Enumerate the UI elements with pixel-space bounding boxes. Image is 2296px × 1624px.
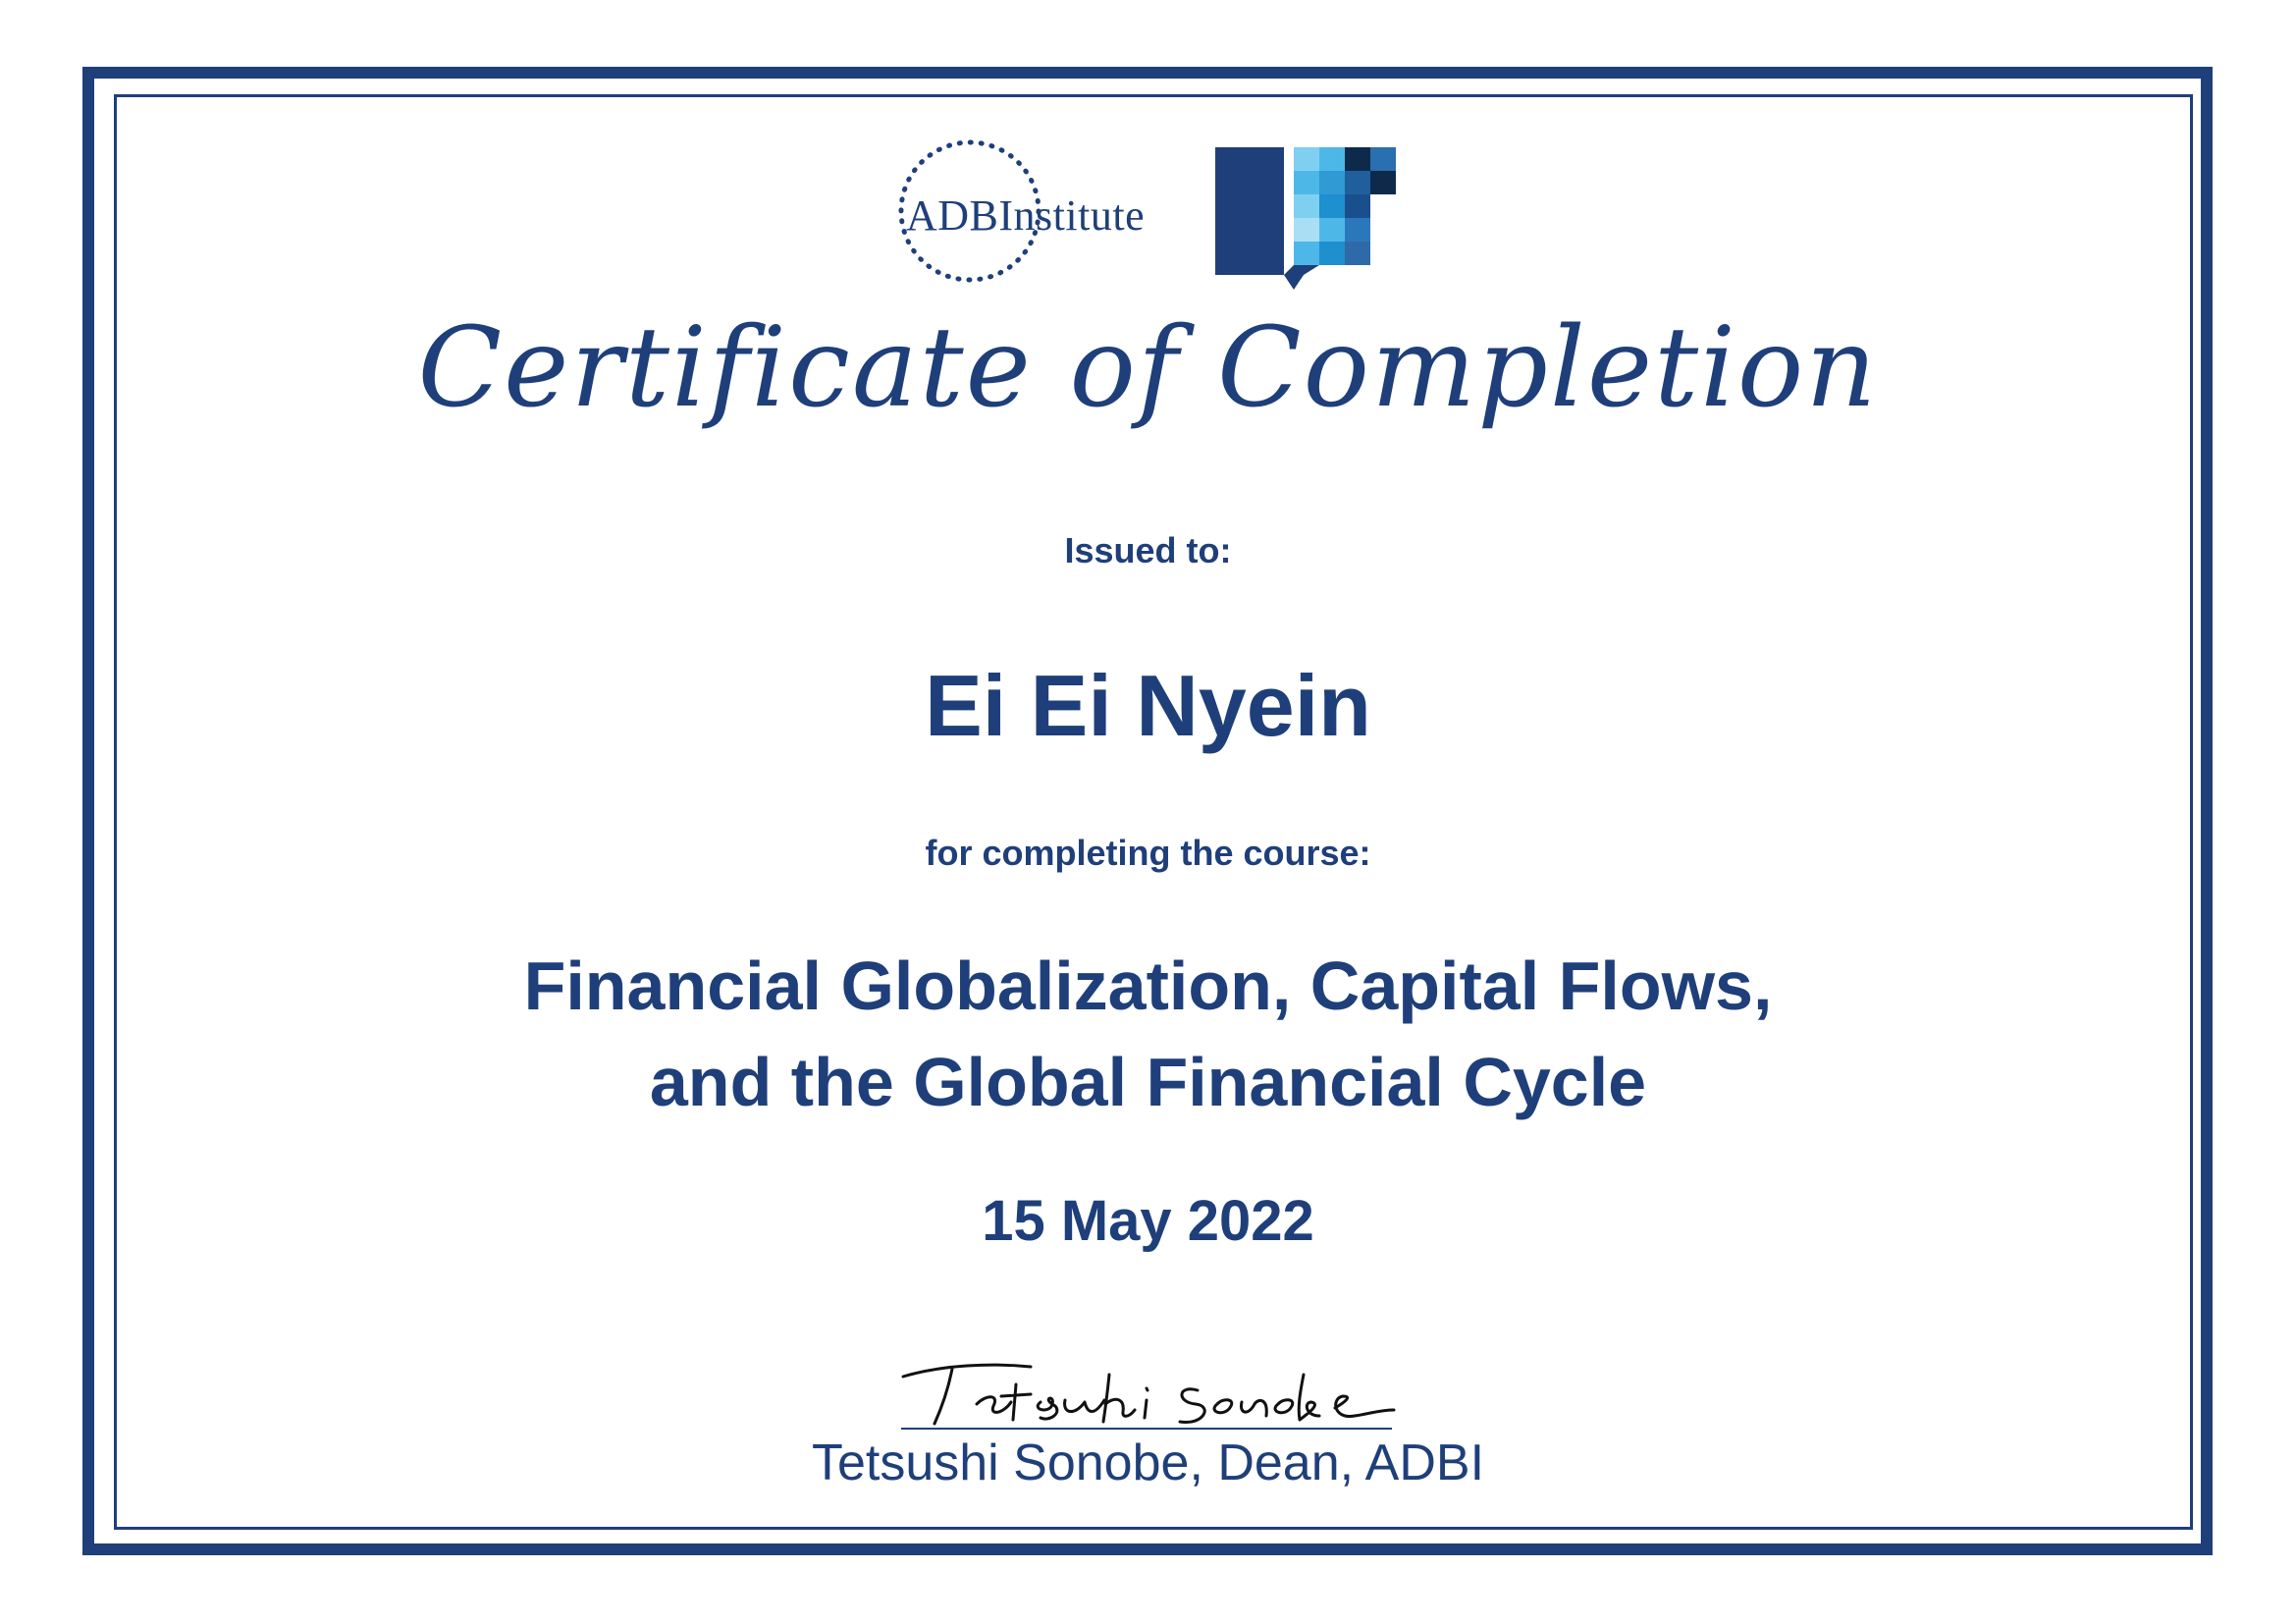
for-course-label: for completing the course: [925,833,1371,873]
recipient-name: Ei Ei Nyein [925,657,1371,754]
course-title-line-1: Financial Globalization, Capital Flows, [523,947,1773,1024]
certificate-title: Certificate of Completion [417,304,1879,432]
course-title-line-2: and the Global Financial Cycle [649,1044,1647,1120]
signatory-name: Tetsushi Sonobe, Dean, ADBI [811,1435,1485,1491]
signature [883,1345,1414,1434]
issued-label: Issued to: [1064,530,1232,570]
logo-text: ADBInstitute [906,191,1146,240]
signature-line [901,1428,1392,1430]
completion-date: 15 May 2022 [982,1189,1314,1253]
adbi-logo [872,128,1431,295]
course-title [0,938,2296,1130]
handwritten-signature [883,1345,1414,1434]
